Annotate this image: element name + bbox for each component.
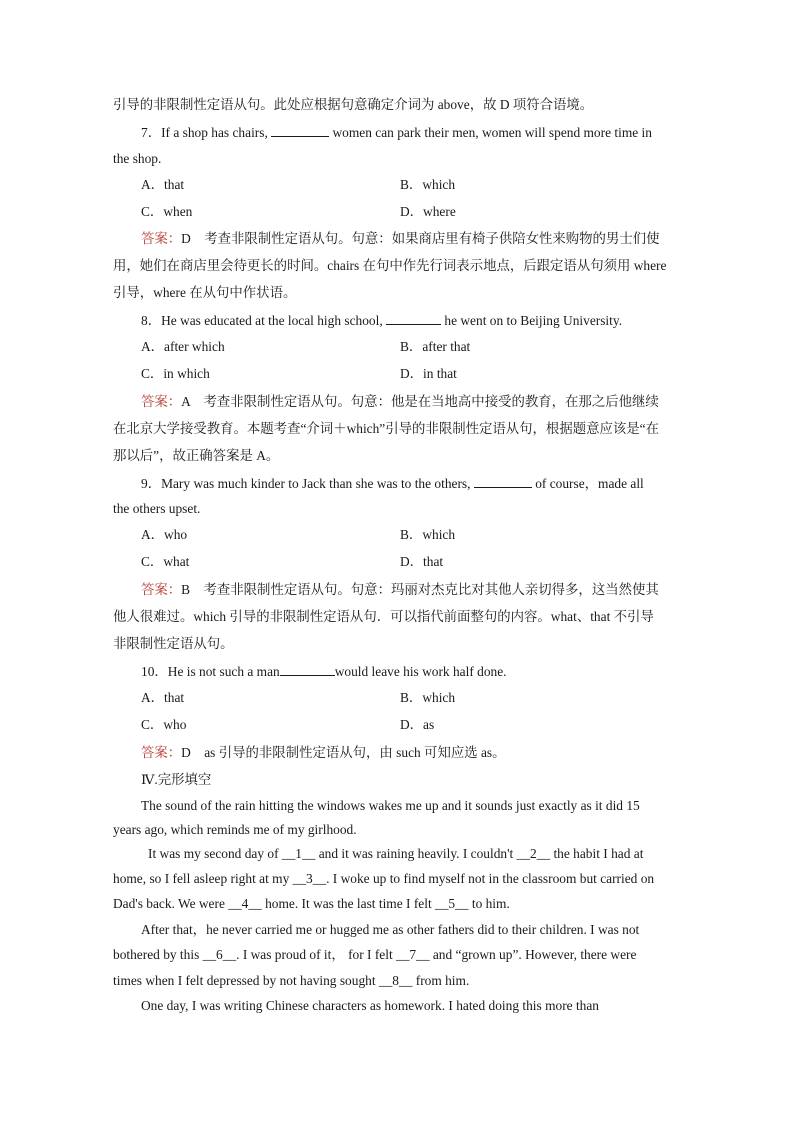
intro-line: 引导的非限制性定语从句。此处应根据句意确定介词为 above，故 D 项符合语境。 [113,97,594,112]
q8-blank [386,312,441,325]
q8-option-d: D．in that [400,366,457,381]
q9-answer-line3: 非限制性定语从句。 [113,636,234,651]
passage-p2-line3 [113,896,510,912]
q10-option-b: B．which [400,690,456,705]
q9-option-b: B．which [400,527,456,542]
cloze-blank-6: __6__ [202,947,237,962]
passage-text: It was my second day of [148,846,282,861]
q9-text-post: of course，made all [531,476,644,491]
question-9 [141,475,644,492]
passage-p1-line2: years ago, which reminds me of my girlhood. [113,822,357,837]
passage-p2-line1 [148,846,643,862]
q9-answer-line2: 他人很难过。which 引导的非限制性定语从句．可以指代前面整句的内容。what、that 不引导 [113,609,654,624]
passage-text: to him. [468,896,510,911]
q9-text-pre: 9．Mary was much kinder to Jack than she was to the others, [141,476,474,491]
q10-blank [280,663,335,676]
passage-text: Dad's back. We were [113,896,229,911]
section-title: Ⅳ.完形填空 [141,772,212,787]
q7-answer-line3: 引导，where 在从句中作状语。 [113,285,297,300]
cloze-blank-8: __8__ [378,973,413,988]
q9-option-d: D．that [400,554,444,569]
q8-option-c: C．in which [141,366,210,381]
q9-option-a: A．who [141,527,188,542]
q8-answer-label: 答案： [141,394,182,409]
cloze-blank-2: __2__ [516,846,551,861]
q10-answer [141,745,506,761]
q7-line2: the shop. [113,151,162,166]
q7-option-a: A．that [141,177,185,192]
passage-text: from him. [412,973,470,988]
cloze-blank-5: __5__ [435,896,469,911]
q9-answer-label: 答案： [141,582,182,597]
question-7 [141,124,652,141]
q8-text-pre: 8．He was educated at the local high school, [141,313,387,328]
cloze-blank-3: __3__ [292,871,327,886]
q10-answer-text: D as 引导的非限制性定语从句，由 such 可知应选 as。 [181,745,506,760]
q8-option-a: A．after which [141,339,225,354]
passage-text: times when I felt depressed by not having sought [113,973,379,988]
q7-option-c: C．when [141,204,193,219]
q7-answer [141,231,660,247]
q8-answer-line2: 在北京大学接受教育。本题考查“介词＋which”引导的非限制性定语从句，根据题意应该是“在 [113,421,660,436]
q8-answer-line3: 那以后”，故正确答案是 A。 [113,448,280,463]
passage-text: and “grown up”. However, there were [429,947,637,962]
q9-answer-text: B 考查非限制性定语从句。句意：玛丽对杰克比对其他人亲切得多，这当然使其 [181,582,659,597]
q10-option-d: D．as [400,717,435,732]
passage-p1-line1: The sound of the rain hitting the windows wakes me up and it sounds just exactly as it did 15 [141,798,640,813]
q7-answer-label: 答案： [141,231,182,246]
question-8 [141,312,622,329]
q9-blank [474,475,532,488]
q7-blank [271,124,329,137]
passage-text: . I was proud of it， for I felt [236,947,397,962]
cloze-blank-4: __4__ [228,896,262,911]
q10-text-pre: 10．He is not such a man [141,664,280,679]
q9-option-c: C．what [141,554,190,569]
passage-p3-line3 [113,973,469,989]
q10-option-a: A．that [141,690,185,705]
q7-option-d: D．where [400,204,456,219]
q7-text-pre: 7．If a shop has chairs, [141,125,272,140]
q9-line2: the others upset. [113,501,201,516]
passage-p3-line1: After that，he never carried me or hugged me as other fathers did to their children. I was not [141,922,640,937]
passage-text: bothered by this [113,947,203,962]
q10-option-c: C．who [141,717,187,732]
passage-text: home, so I fell asleep right at my [113,871,293,886]
q8-option-b: B．after that [400,339,471,354]
question-10 [141,663,507,680]
passage-text: . I woke up to find myself not in the classroom but carried on [326,871,655,886]
cloze-blank-1: __1__ [281,846,316,861]
cloze-blank-7: __7__ [396,947,430,962]
passage-p3-line2 [113,947,636,963]
passage-text: and it was raining heavily. I couldn't [315,846,517,861]
passage-text: home. It was the last time I felt [261,896,436,911]
q10-answer-label: 答案： [141,745,182,760]
q9-answer [141,582,659,598]
passage-p4-line1: One day, I was writing Chinese characters as homework. I hated doing this more than [141,998,600,1013]
q7-answer-line2: 用，她们在商店里会待更长的时间。chairs 在句中作先行词表示地点，后跟定语从句须用 where [113,258,667,273]
passage-p2-line2 [113,871,654,887]
q7-text-post: women can park their men, women will spend more time in [329,125,652,140]
q10-text-post: would leave his work half done. [334,664,507,679]
passage-text: the habit I had at [550,846,644,861]
q8-answer-text: A 考查非限制性定语从句。句意：他是在当地高中接受的教育，在那之后他继续 [181,394,659,409]
q8-text-post: he went on to Beijing University. [441,313,623,328]
q7-answer-text: D 考查非限制性定语从句。句意：如果商店里有椅子供陪女性来购物的男士们使 [181,231,660,246]
q8-answer [141,394,659,410]
q7-option-b: B．which [400,177,456,192]
